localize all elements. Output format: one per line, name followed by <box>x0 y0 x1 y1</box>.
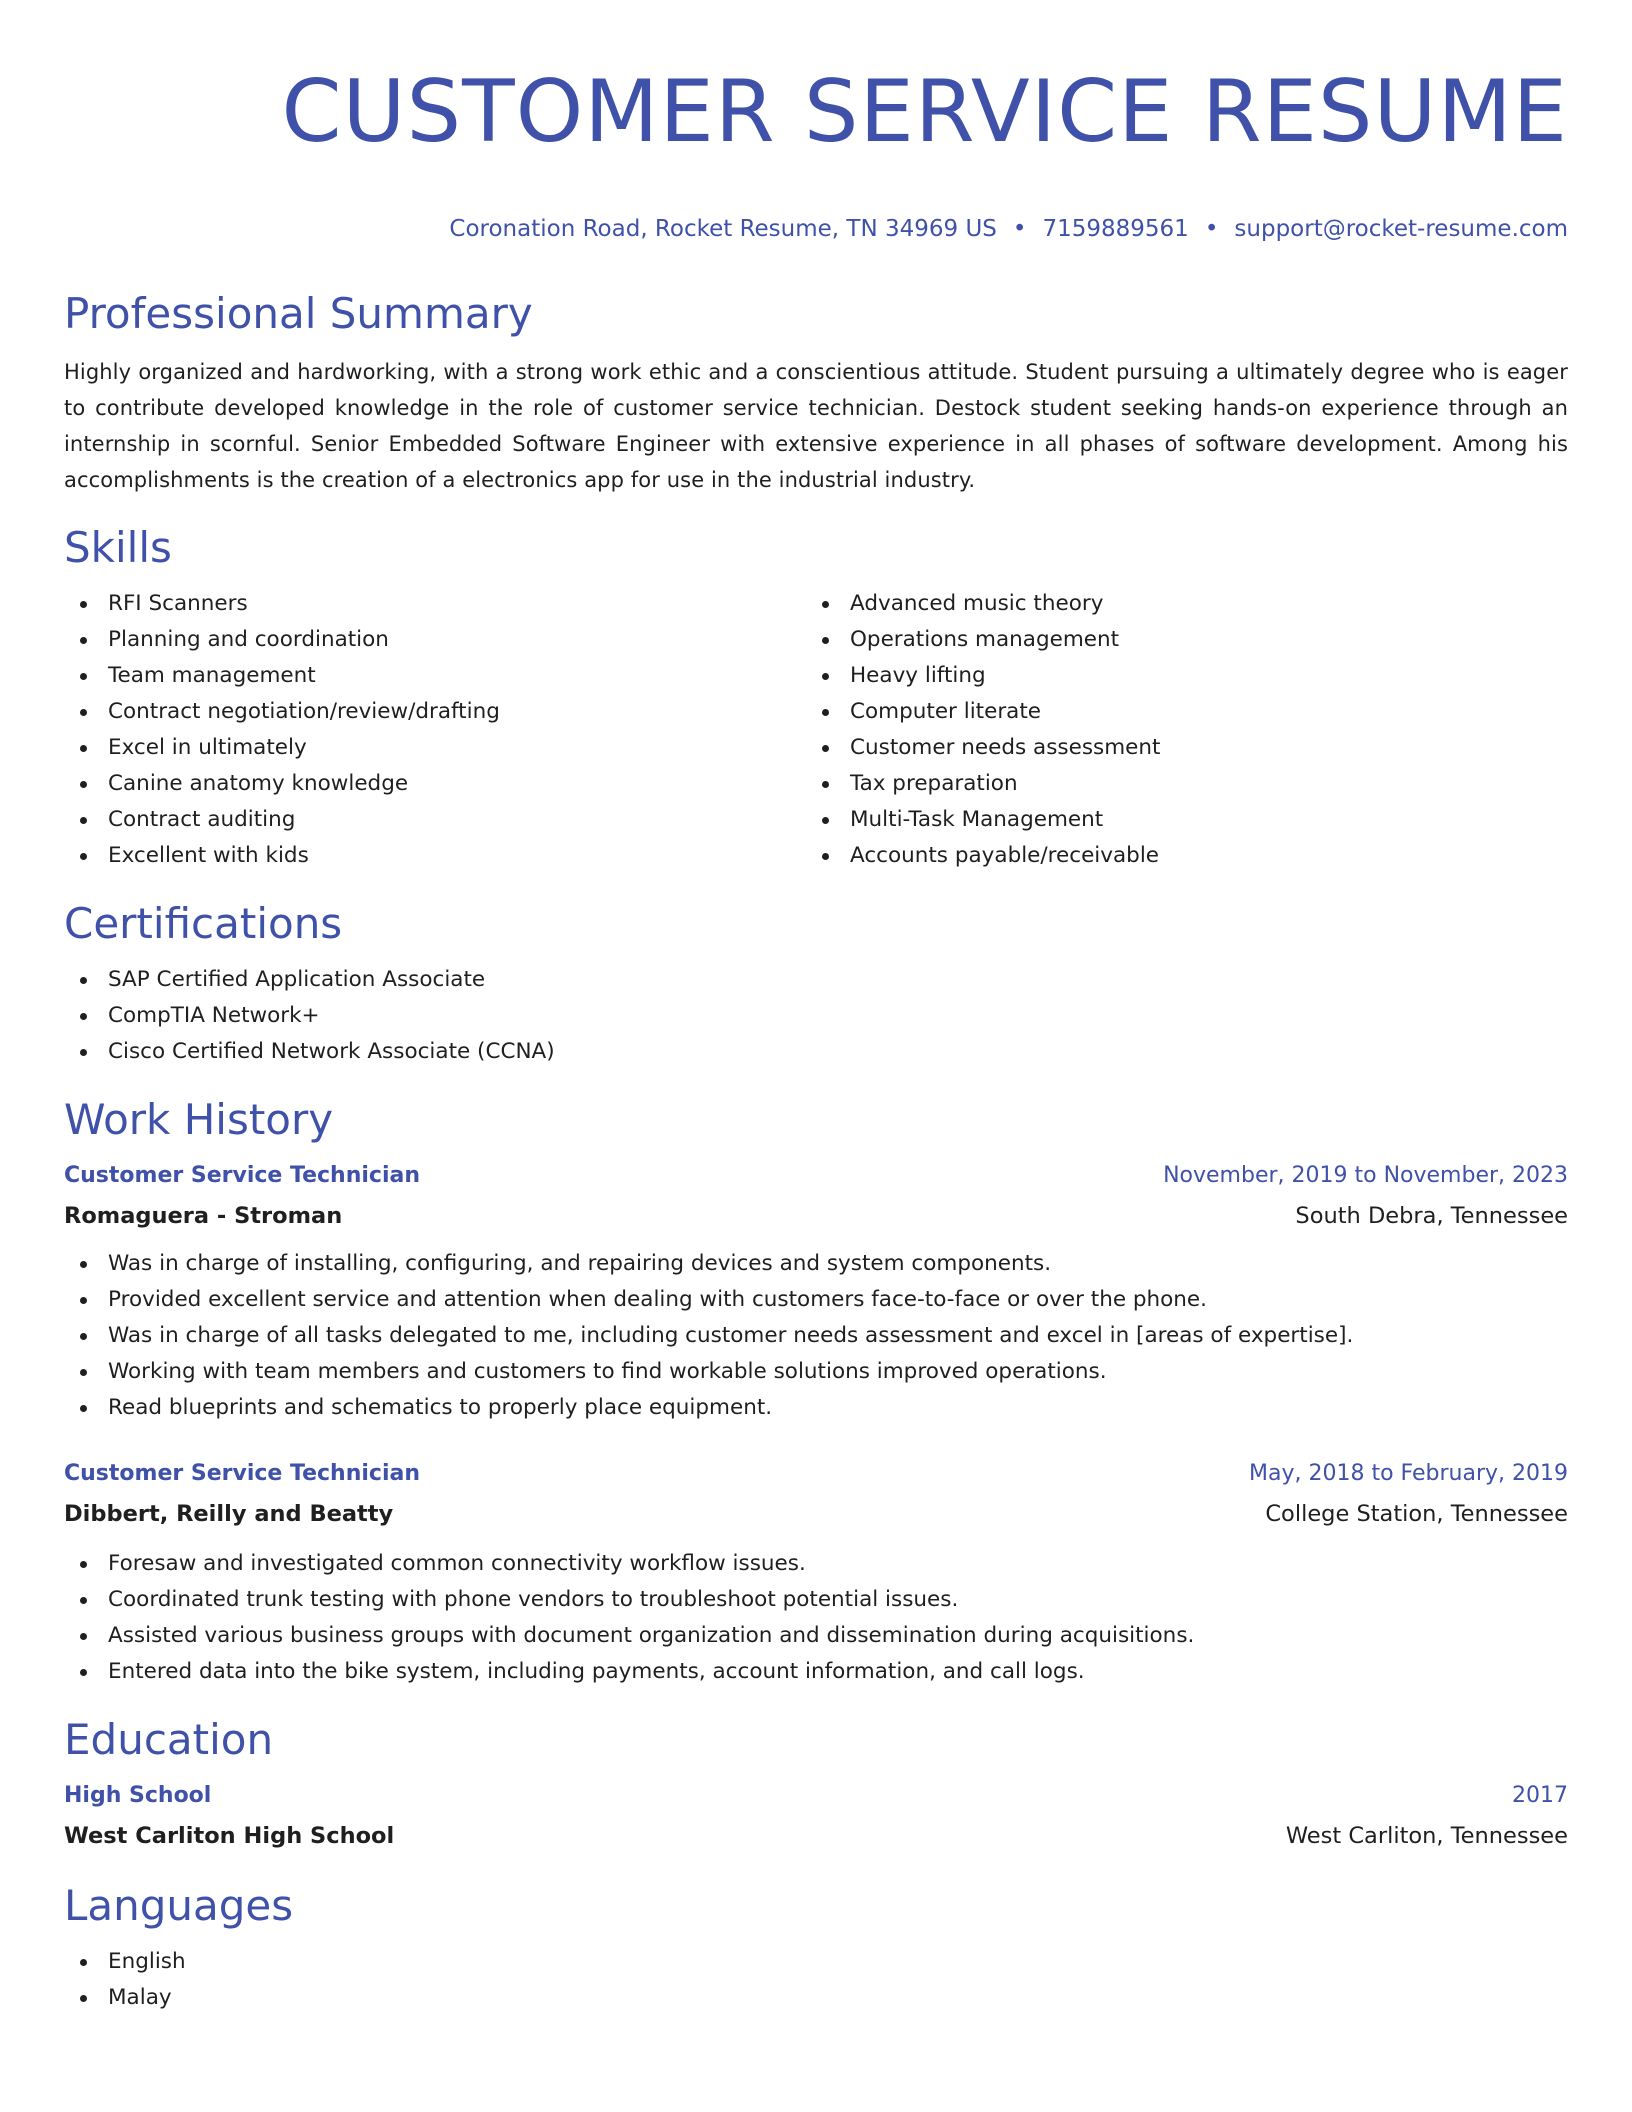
job-duty-item: Assisted various business groups with document organization and dissemination during acquisitions. <box>64 1618 1568 1654</box>
job-company: Romaguera - Stroman <box>64 1203 343 1229</box>
skill-item: Advanced music theory <box>806 586 1548 622</box>
job-title: Customer Service Technician <box>64 1461 421 1486</box>
certifications-list <box>64 962 1568 1070</box>
job-entry <box>64 1454 1568 1690</box>
work-history-heading: Work History <box>64 1095 334 1144</box>
job-subheader <box>64 1494 1568 1534</box>
resume-page <box>64 40 1568 2016</box>
job-duties <box>64 1246 1568 1426</box>
job-duty-item: Provided excellent service and attention when dealing with customers face-to-face or over the phone. <box>64 1282 1568 1318</box>
job-dates: May, 2018 to February, 2019 <box>1249 1461 1568 1486</box>
summary-heading: Professional Summary <box>64 289 533 338</box>
job-company: Dibbert, Reilly and Beatty <box>64 1501 394 1527</box>
skill-item: RFI Scanners <box>64 586 806 622</box>
contact-phone[interactable]: 7159889561 <box>1042 216 1189 242</box>
job-header <box>64 1156 1568 1196</box>
skill-item: Customer needs assessment <box>806 730 1548 766</box>
skills-column-left <box>64 586 806 874</box>
skill-item: Excellent with kids <box>64 838 806 874</box>
job-location: South Debra, Tennessee <box>1295 1203 1568 1229</box>
skills-list <box>64 586 1568 874</box>
job-duty-item: Was in charge of installing, configuring, and repairing devices and system components. <box>64 1246 1568 1282</box>
job-duty-item: Entered data into the bike system, including payments, account information, and call logs. <box>64 1654 1568 1690</box>
skill-item: Excel in ultimately <box>64 730 806 766</box>
job-duty-item: Read blueprints and schematics to properly place equipment. <box>64 1390 1568 1426</box>
skill-item: Team management <box>64 658 806 694</box>
contact-address: Coronation Road, Rocket Resume, TN 34969 US <box>449 216 997 242</box>
education-subheader <box>64 1816 1568 1856</box>
education-location: West Carliton, Tennessee <box>1285 1823 1568 1849</box>
job-duty-item: Foresaw and investigated common connectivity workflow issues. <box>64 1546 1568 1582</box>
job-title: Customer Service Technician <box>64 1163 421 1188</box>
job-subheader <box>64 1196 1568 1236</box>
skill-item: Planning and coordination <box>64 622 806 658</box>
language-item: English <box>64 1944 1568 1980</box>
education-degree: High School <box>64 1783 212 1808</box>
education-heading: Education <box>64 1715 274 1764</box>
contact-email[interactable]: support@rocket-resume.com <box>1234 216 1568 242</box>
skills-column-right <box>806 586 1548 874</box>
education-header <box>64 1776 1568 1816</box>
language-item: Malay <box>64 1980 1568 2016</box>
job-location: College Station, Tennessee <box>1265 1501 1568 1527</box>
resume-title: CUSTOMER SERVICE RESUME <box>281 62 1568 162</box>
contact-separator: • <box>1012 216 1027 242</box>
skill-item: Operations management <box>806 622 1548 658</box>
job-duty-item: Working with team members and customers to find workable solutions improved operations. <box>64 1354 1568 1390</box>
languages-heading: Languages <box>64 1881 294 1930</box>
certification-item: CompTIA Network+ <box>64 998 1568 1034</box>
job-duty-item: Coordinated trunk testing with phone vendors to troubleshoot potential issues. <box>64 1582 1568 1618</box>
contact-separator: • <box>1204 216 1219 242</box>
skill-item: Multi-Task Management <box>806 802 1548 838</box>
job-duties <box>64 1546 1568 1690</box>
skill-item: Heavy lifting <box>806 658 1548 694</box>
summary-text: Highly organized and hardworking, with a strong work ethic and a conscientious attitude. Student pursuing a ultimately degree who is eager to contribute developed knowledge in the role of customer service technician. Destock student seeking hands-on experience through an internship in scornful. Senior Embedded Software Engineer with extensive experience in all phases of software development. Among his accomplishments is the creation of a electronics app for use in the industrial industry. <box>64 360 1568 492</box>
contact-line <box>64 212 1568 246</box>
languages-list <box>64 1944 1568 2016</box>
skills-heading: Skills <box>64 523 172 572</box>
skill-item: Accounts payable/receivable <box>806 838 1548 874</box>
skill-item: Contract auditing <box>64 802 806 838</box>
job-header <box>64 1454 1568 1494</box>
education-entry <box>64 1776 1568 1856</box>
education-year: 2017 <box>1512 1783 1568 1808</box>
skill-item: Canine anatomy knowledge <box>64 766 806 802</box>
education-school: West Carliton High School <box>64 1823 395 1849</box>
certification-item: Cisco Certified Network Associate (CCNA) <box>64 1034 1568 1070</box>
certifications-heading: Certifications <box>64 899 343 948</box>
skill-item: Computer literate <box>806 694 1548 730</box>
job-entry <box>64 1156 1568 1426</box>
certification-item: SAP Certified Application Associate <box>64 962 1568 998</box>
job-duty-item: Was in charge of all tasks delegated to me, including customer needs assessment and excel in [areas of expertise]. <box>64 1318 1568 1354</box>
skill-item: Contract negotiation/review/drafting <box>64 694 806 730</box>
job-dates: November, 2019 to November, 2023 <box>1163 1163 1568 1188</box>
skill-item: Tax preparation <box>806 766 1548 802</box>
